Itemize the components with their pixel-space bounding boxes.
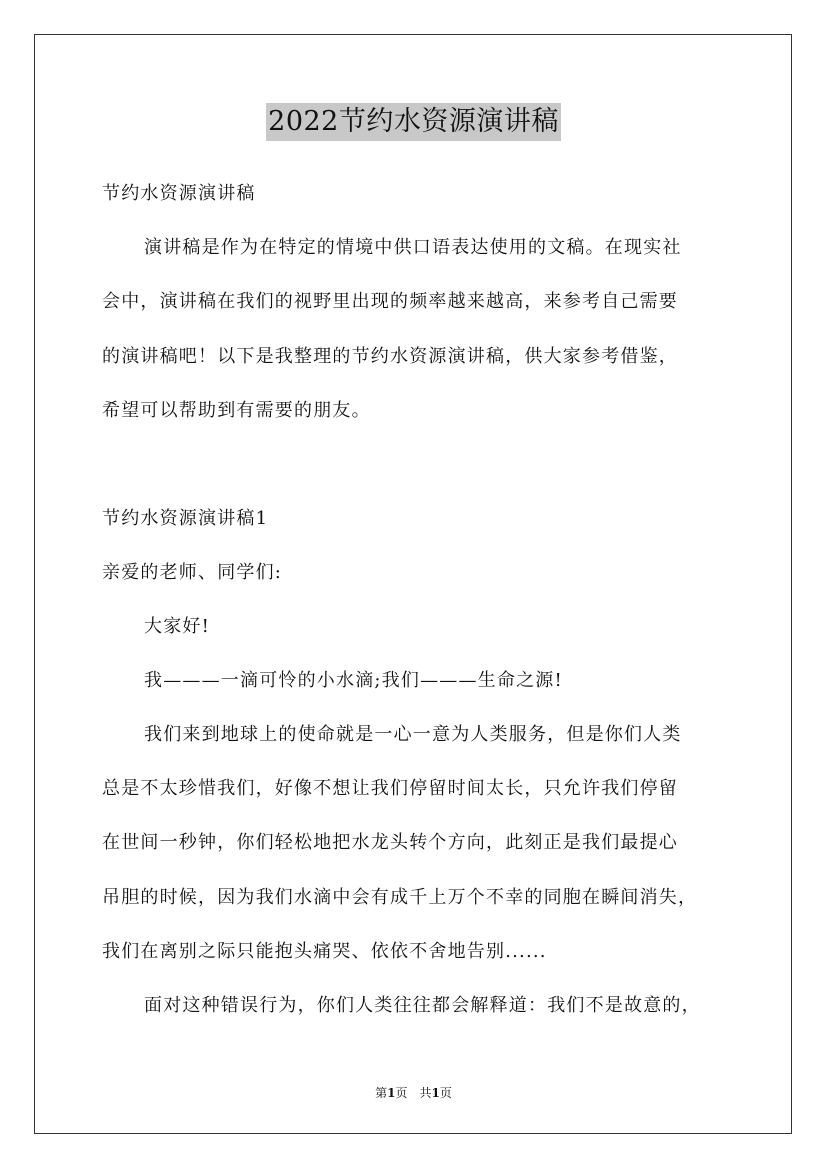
section-heading: 节约水资源演讲稿1 [102, 508, 269, 529]
salutation: 亲爱的老师、同学们: [102, 562, 283, 583]
intro-statement: 我———一滴可怜的小水滴;我们———生命之源! [144, 670, 563, 691]
footer-page-mid: 页 共 [395, 1086, 432, 1100]
footer-total-pages: 1 [431, 1086, 440, 1100]
intro-line-4: 希望可以帮助到有需要的朋友。 [102, 400, 371, 421]
paragraph1-line-5: 我们在离别之际只能抱头痛哭、依依不舍地告别...... [102, 941, 547, 962]
intro-line-3: 的演讲稿吧！以下是我整理的节约水资源演讲稿，供大家参考借鉴， [102, 346, 678, 367]
document-title: 2022节约水资源演讲稿 [266, 103, 561, 141]
paragraph1-line-4: 吊胆的时候，因为我们水滴中会有成千上万个不幸的同胞在瞬间消失， [102, 887, 698, 908]
intro-line-1: 演讲稿是作为在特定的情境中供口语表达使用的文稿。在现实社 [144, 237, 682, 258]
paragraph1-line-3: 在世间一秒钟，你们轻松地把水龙头转个方向，此刻正是我们最提心 [102, 832, 678, 853]
intro-line-2: 会中，演讲稿在我们的视野里出现的频率越来越高，来参考自己需要 [102, 291, 678, 312]
title-container [0, 103, 827, 141]
paragraph1-line-2: 总是不太珍惜我们，好像不想让我们停留时间太长，只允许我们停留 [102, 778, 678, 799]
page-footer [0, 1084, 827, 1102]
paragraph2-line-1: 面对这种错误行为，你们人类往往都会解释道：我们不是故意的， [144, 995, 701, 1016]
subtitle: 节约水资源演讲稿 [102, 183, 256, 204]
footer-page-prefix: 第 [375, 1086, 388, 1100]
paragraph1-line-1: 我们来到地球上的使命就是一心一意为人类服务，但是你们人类 [144, 724, 682, 745]
footer-current-page: 1 [387, 1086, 396, 1100]
greeting: 大家好! [144, 616, 211, 637]
footer-page-suffix: 页 [439, 1086, 452, 1100]
